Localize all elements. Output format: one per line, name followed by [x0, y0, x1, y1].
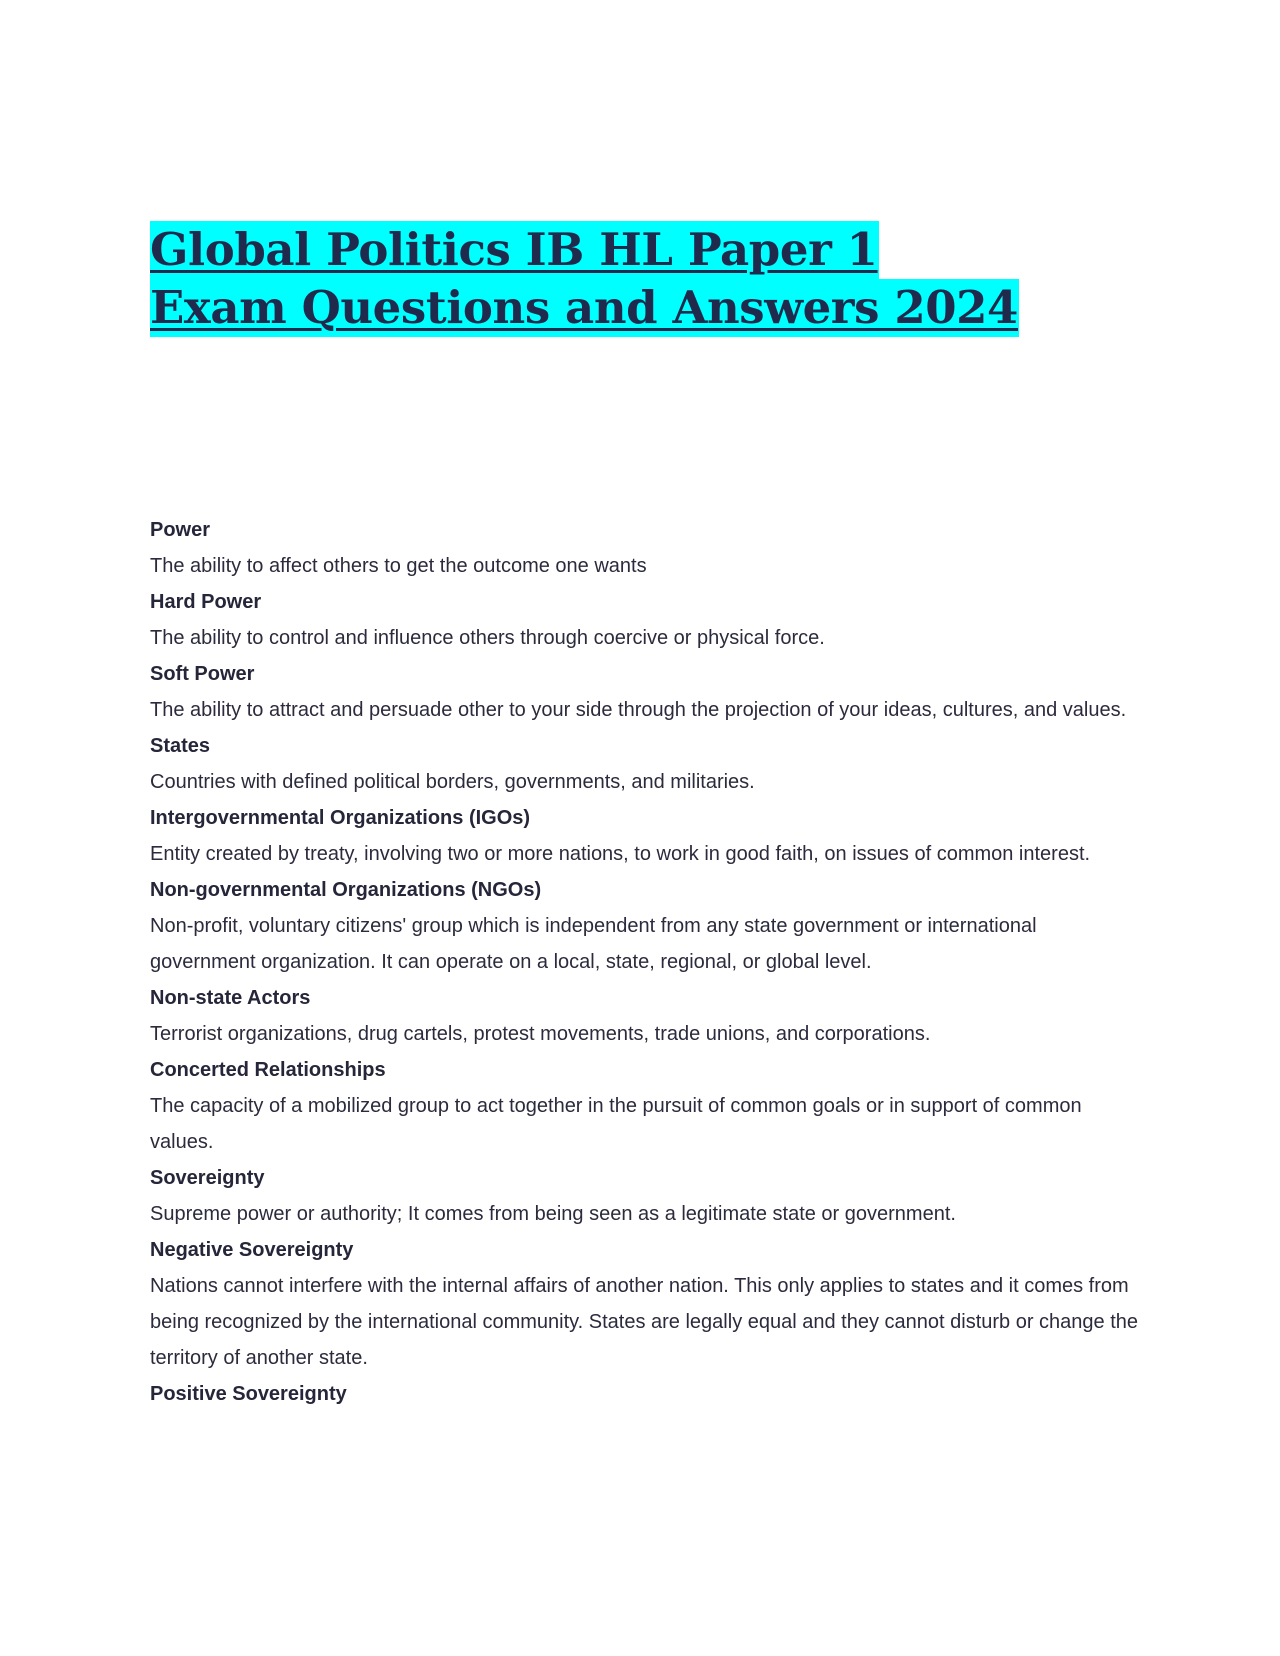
document-title: [150, 221, 1019, 337]
title-line-1: Global Politics IB HL Paper 1: [150, 221, 879, 279]
glossary: [150, 512, 1140, 1412]
definition-concerted-relationships: The capacity of a mobilized group to act together in the pursuit of common goals or in support of common values.: [150, 1095, 1082, 1153]
term-hard-power: Hard Power: [150, 591, 262, 613]
definition-negative-sovereignty: Nations cannot interfere with the internal affairs of another nation. This only applies to states and it comes from being recognized by the international community. States are legally equal and they cannot disturb or change the territory of another state.: [150, 1275, 1139, 1369]
term-sovereignty: Sovereignty: [150, 1167, 265, 1189]
term-negative-sovereignty: Negative Sovereignty: [150, 1239, 354, 1261]
title-line-2: Exam Questions and Answers 2024: [150, 279, 1019, 337]
term-power: Power: [150, 519, 211, 541]
definition-soft-power: The ability to attract and persuade other to your side through the projection of your ideas, cultures, and values.: [150, 699, 1127, 721]
term-soft-power: Soft Power: [150, 663, 255, 685]
term-positive-sovereignty: Positive Sovereignty: [150, 1383, 347, 1405]
definition-hard-power: The ability to control and influence others through coercive or physical force.: [150, 627, 825, 649]
definition-states: Countries with defined political borders, governments, and militaries.: [150, 771, 755, 793]
definition-non-state-actors: Terrorist organizations, drug cartels, protest movements, trade unions, and corporations.: [150, 1023, 931, 1045]
definition-sovereignty: Supreme power or authority; It comes from being seen as a legitimate state or government.: [150, 1203, 956, 1225]
term-igos: Intergovernmental Organizations (IGOs): [150, 807, 531, 829]
term-concerted-relationships: Concerted Relationships: [150, 1059, 386, 1081]
term-non-state-actors: Non-state Actors: [150, 987, 311, 1009]
definition-power: The ability to affect others to get the outcome one wants: [150, 555, 647, 577]
definition-igos: Entity created by treaty, involving two or more nations, to work in good faith, on issues of common interest.: [150, 843, 1091, 865]
term-states: States: [150, 735, 211, 757]
definition-ngos: Non-profit, voluntary citizens' group which is independent from any state government or international government organization. It can operate on a local, state, regional, or global level.: [150, 915, 1037, 973]
term-ngos: Non-governmental Organizations (NGOs): [150, 879, 542, 901]
